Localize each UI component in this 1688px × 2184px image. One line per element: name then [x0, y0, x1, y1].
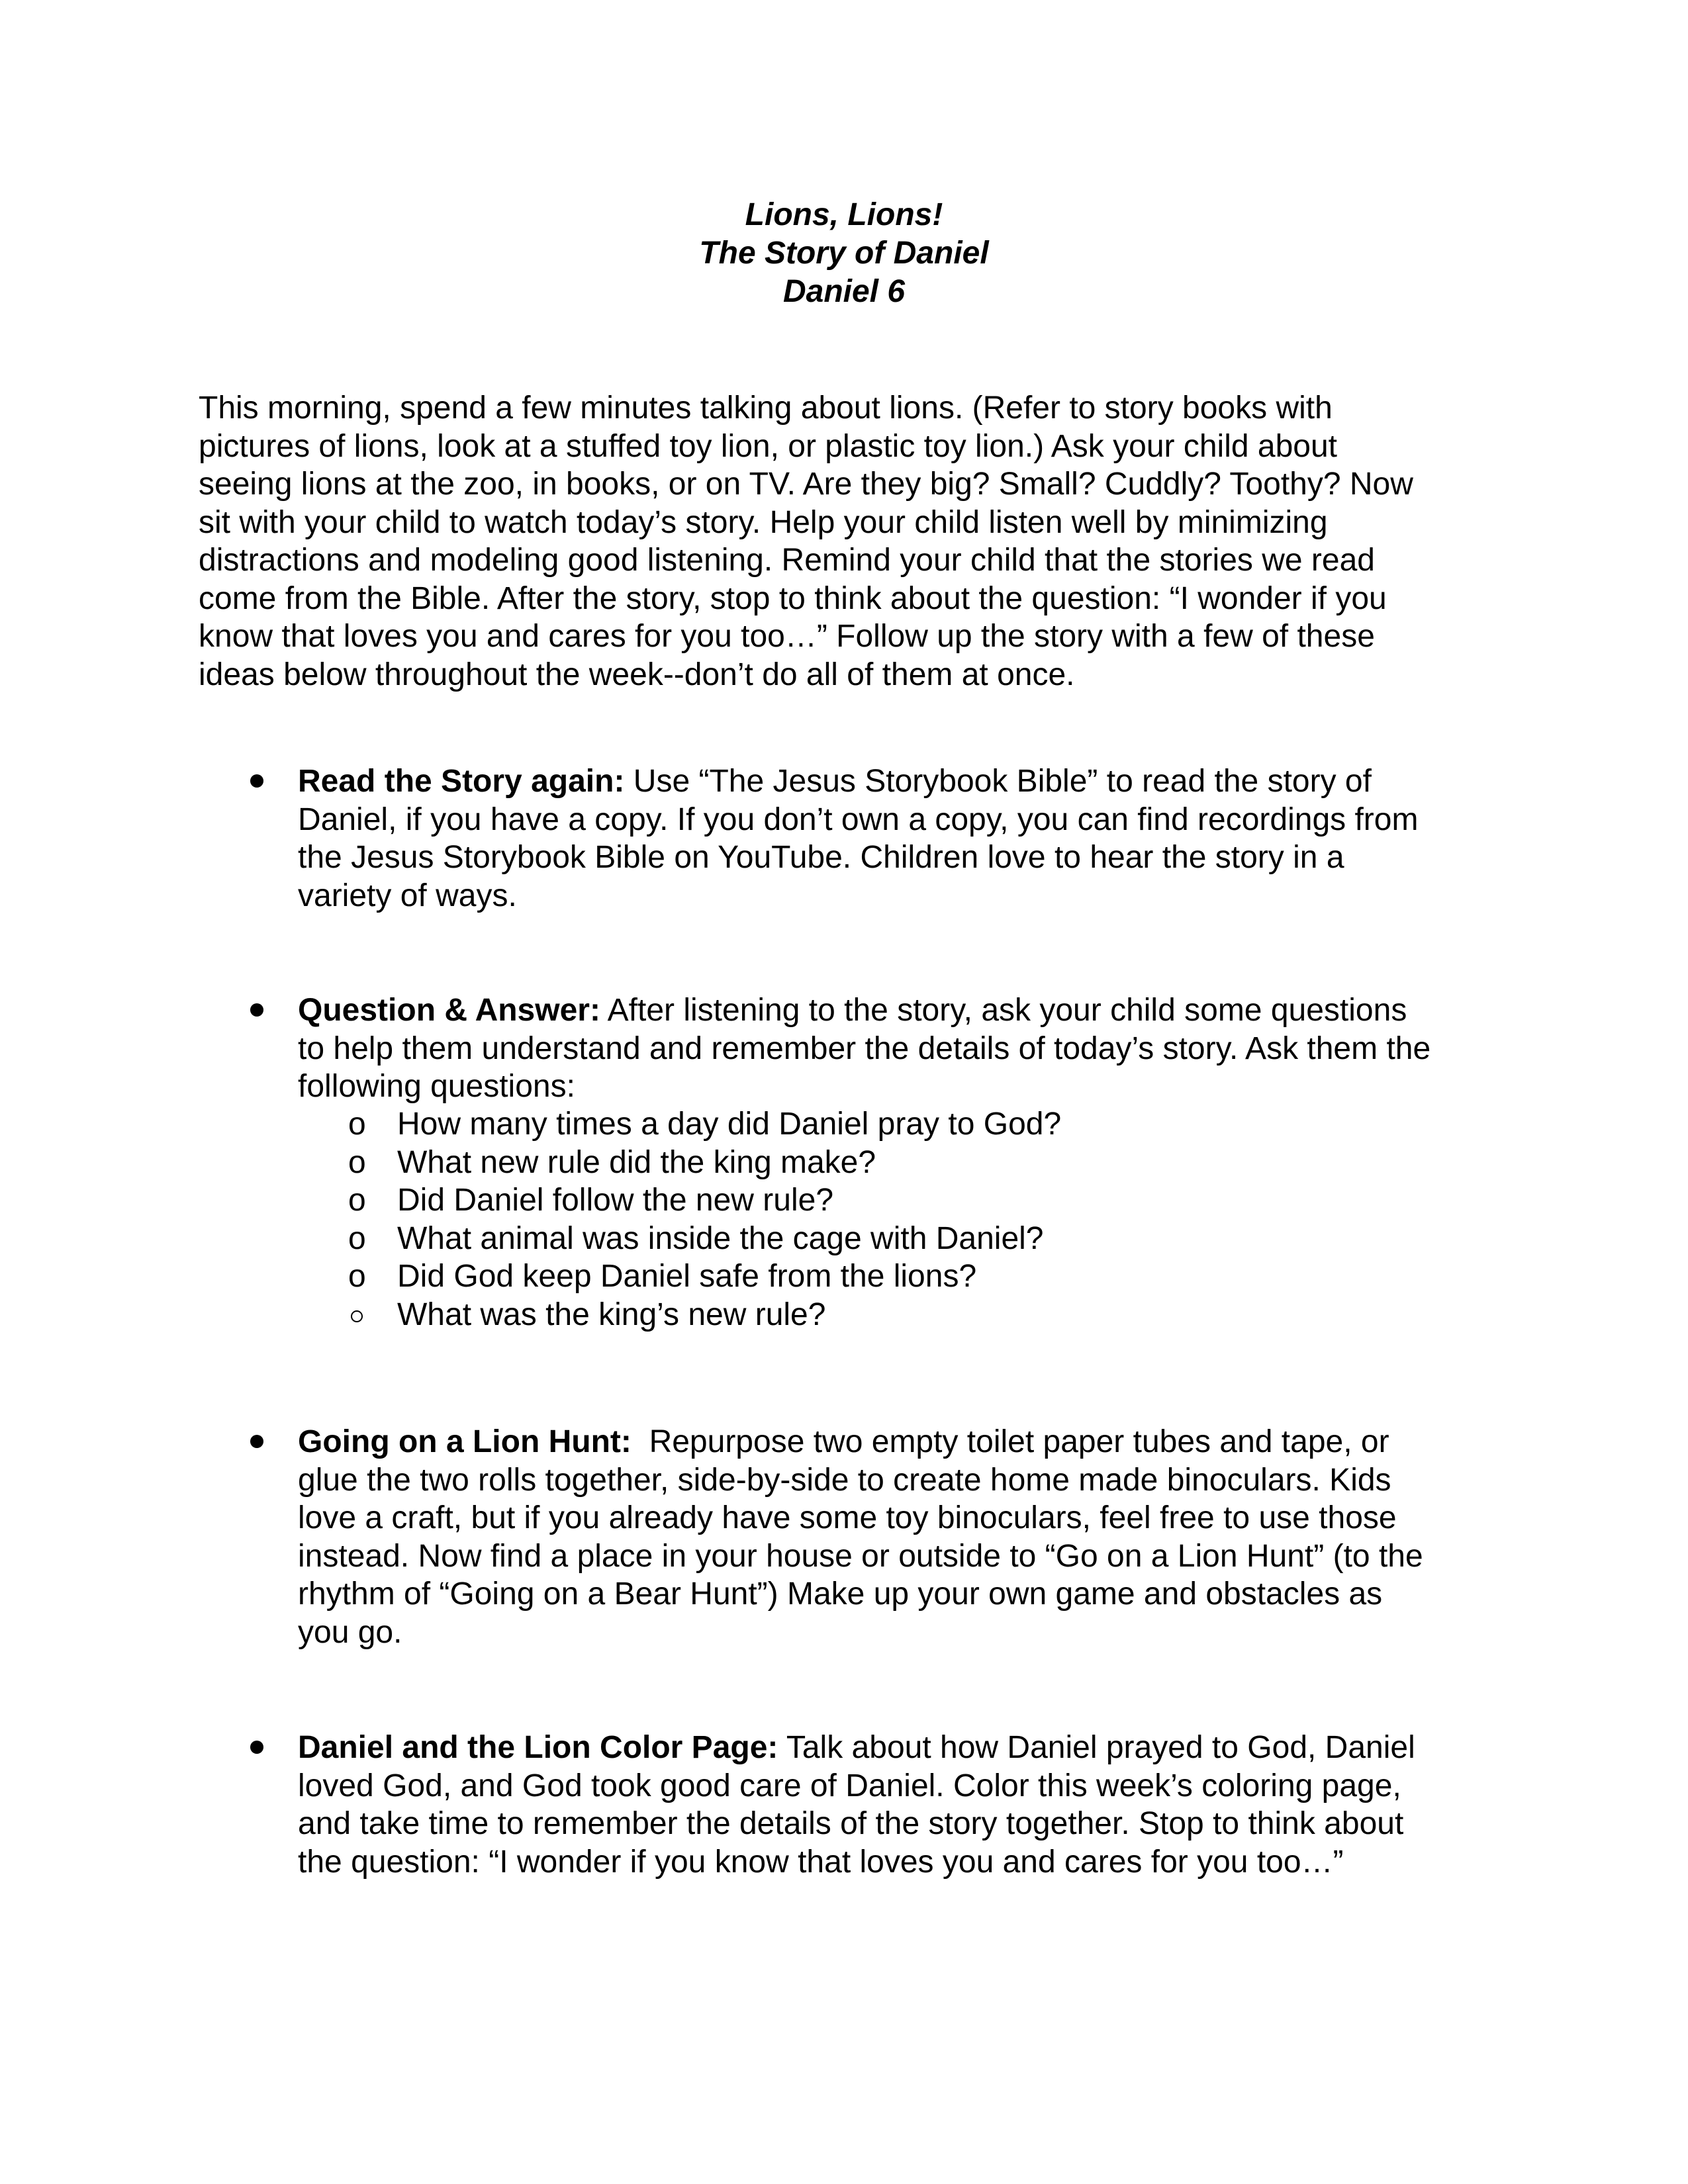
bullet-first-text: Use “The Jesus Storybook Bible” to read the story of — [624, 764, 1372, 799]
list-item — [0, 1144, 1688, 1182]
list-marker: o — [348, 1259, 366, 1294]
bullet-dot-icon — [250, 774, 263, 788]
list-item-text: What animal was inside the cage with Daniel? — [397, 1220, 1044, 1256]
bullet-line: and take time to remember the details of the story together. Stop to think about — [298, 1806, 1404, 1841]
title-block — [0, 196, 1688, 311]
list-item-text: Did Daniel follow the new rule? — [397, 1183, 834, 1218]
list-marker: o — [348, 1144, 366, 1180]
bullet-line: rhythm of “Going on a Bear Hunt”) Make up your own game and obstacles as — [298, 1576, 1383, 1612]
bullet-first-text: After listening to the story, ask your child some questions — [600, 993, 1407, 1028]
intro-paragraph — [199, 389, 1496, 694]
list-item — [0, 1296, 1688, 1334]
title-line-1: Lions, Lions! — [745, 197, 943, 232]
list-item-text: Did God keep Daniel safe from the lions? — [397, 1259, 977, 1294]
bullet-text — [298, 1423, 1489, 1651]
bullet-heading: Read the Story again: — [298, 764, 625, 799]
bullet-text — [298, 762, 1489, 915]
list-marker: o — [348, 1107, 366, 1142]
bullet-first-line — [298, 1423, 1489, 1461]
intro-line: This morning, spend a few minutes talking about lions. (Refer to story books with — [199, 390, 1333, 426]
list-item-text: What new rule did the king make? — [397, 1144, 876, 1180]
bullet-dot-icon — [250, 1741, 263, 1754]
bullet-text — [298, 1729, 1489, 1881]
bullet-heading: Question & Answer: — [298, 993, 600, 1028]
intro-line: pictures of lions, look at a stuffed toy lion, or plastic toy lion.) Ask your child about — [199, 428, 1338, 464]
list-item-text: What was the king’s new rule? — [397, 1297, 826, 1332]
bullet-line: Daniel, if you have a copy. If you don’t own a copy, you can find recordings from — [298, 801, 1419, 837]
bullet-line: glue the two rolls together, side-by-side to create home made binoculars. Kids — [298, 1462, 1391, 1498]
bullet-heading: Daniel and the Lion Color Page: — [298, 1730, 778, 1765]
bullet-line: love a craft, but if you already have some toy binoculars, feel free to use those — [298, 1500, 1397, 1535]
bullet-dot-icon — [250, 1435, 263, 1448]
bullet-heading: Going on a Lion Hunt: — [298, 1424, 632, 1459]
intro-line: know that loves you and cares for you too…” Follow up the story with a few of these — [199, 619, 1375, 654]
bullet-first-text: Repurpose two empty toilet paper tubes and tape, or — [631, 1424, 1389, 1459]
hollow-circle-icon — [351, 1310, 363, 1322]
bullet-text — [298, 991, 1489, 1106]
bullet-dot-icon — [250, 1003, 263, 1017]
list-marker: o — [348, 1183, 366, 1218]
bullet-line: variety of ways. — [298, 878, 517, 913]
list-item — [0, 1181, 1688, 1220]
bullet-first-line — [298, 762, 1489, 801]
bullet-first-text: Talk about how Daniel prayed to God, Daniel — [778, 1730, 1415, 1765]
intro-line: sit with your child to watch today’s story. Help your child listen well by minimizing — [199, 504, 1328, 540]
list-item — [0, 1105, 1688, 1144]
bullet-first-line — [298, 991, 1489, 1030]
intro-line: seeing lions at the zoo, in books, or on TV. Are they big? Small? Cuddly? Toothy? Now — [199, 467, 1413, 502]
bullet-line: to help them understand and remember the details of today’s story. Ask them the — [298, 1030, 1431, 1066]
list-item — [0, 1257, 1688, 1296]
question-list — [0, 1105, 1688, 1334]
bullet-line: you go. — [298, 1614, 402, 1650]
title-line-2: The Story of Daniel — [699, 236, 989, 271]
title-line-3: Daniel 6 — [782, 274, 906, 309]
list-marker: o — [348, 1220, 366, 1256]
list-item-text: How many times a day did Daniel pray to God? — [397, 1107, 1062, 1142]
bullet-line: following questions: — [298, 1069, 575, 1104]
list-item — [0, 1220, 1688, 1258]
bullet-line: instead. Now find a place in your house or outside to “Go on a Lion Hunt” (to the — [298, 1538, 1423, 1574]
bullet-first-line — [298, 1729, 1489, 1767]
intro-line: come from the Bible. After the story, stop to think about the question: “I wonder if you — [199, 580, 1387, 616]
bullet-line: loved God, and God took good care of Daniel. Color this week’s coloring page, — [298, 1768, 1401, 1803]
intro-line: ideas below throughout the week--don’t do all of them at once. — [199, 657, 1075, 692]
intro-line: distractions and modeling good listening. Remind your child that the stories we read — [199, 543, 1375, 578]
bullet-line: the question: “I wonder if you know that loves you and cares for you too…” — [298, 1844, 1344, 1880]
bullet-line: the Jesus Storybook Bible on YouTube. Children love to hear the story in a — [298, 840, 1344, 875]
